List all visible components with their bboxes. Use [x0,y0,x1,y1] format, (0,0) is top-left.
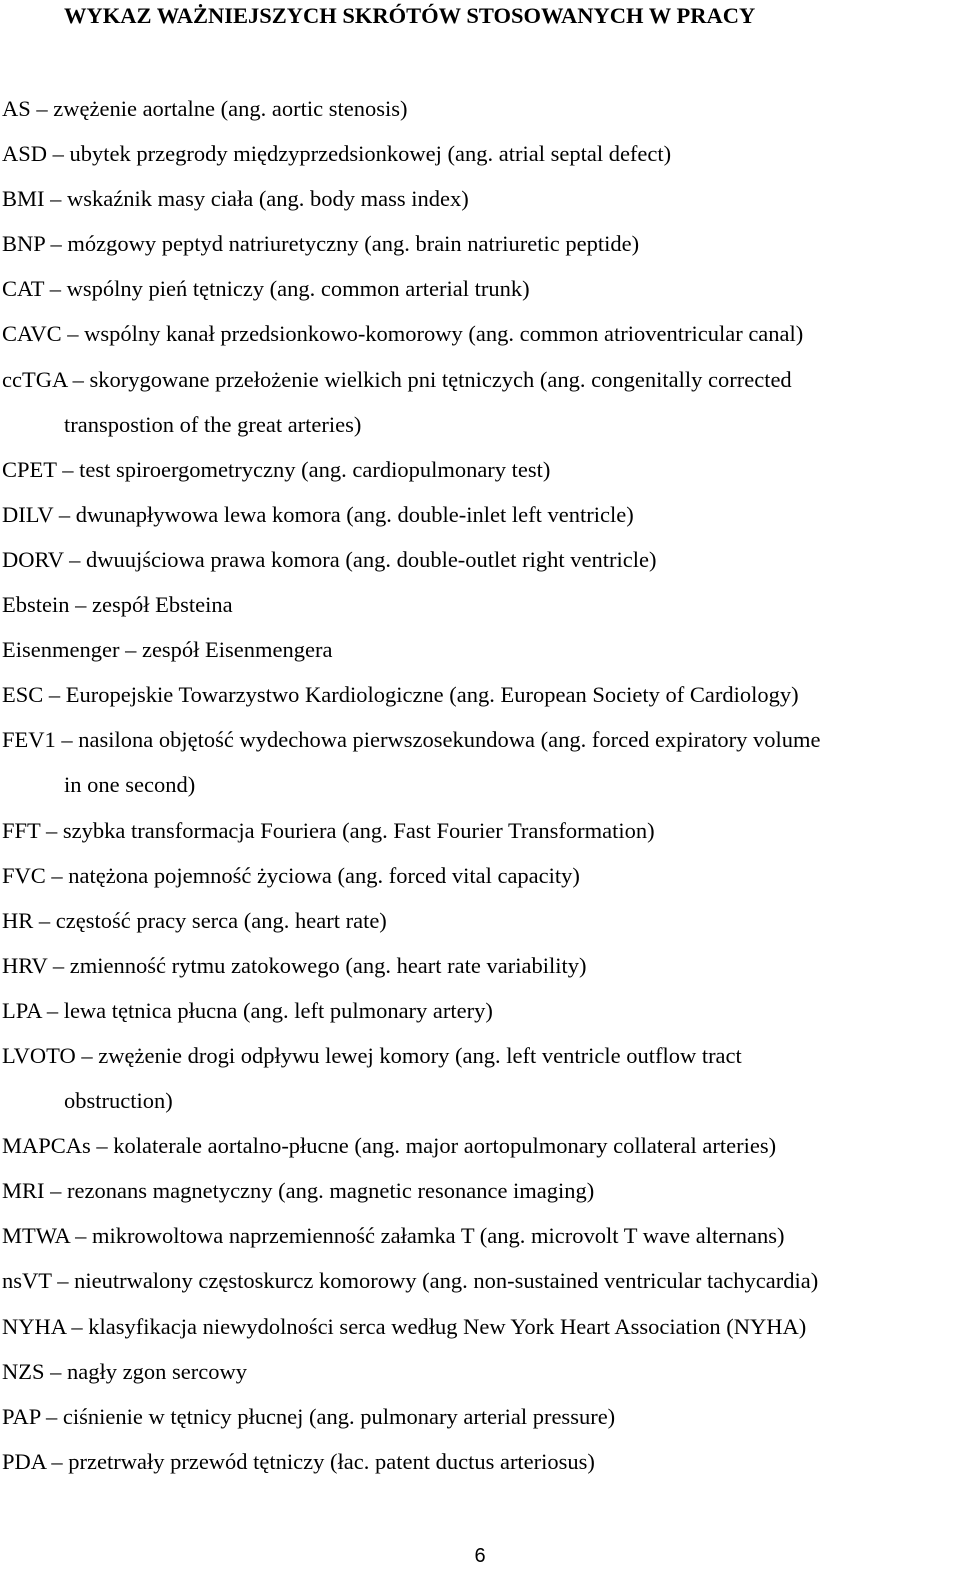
abbreviation-entry-continuation: transpostion of the great arteries) [64,411,362,437]
abbreviation-entry: Ebstein – zespół Ebsteina [2,592,233,618]
abbreviation-entry: PDA – przetrwały przewód tętniczy (łac. patent ductus arteriosus) [2,1448,595,1474]
abbreviation-entry: DORV – dwuujściowa prawa komora (ang. double-outlet right ventricle) [2,546,657,572]
abbreviation-entry: BMI – wskaźnik masy ciała (ang. body mass index) [2,186,469,212]
page-title: WYKAZ WAŻNIEJSZYCH SKRÓTÓW STOSOWANYCH W PRACY [64,3,756,28]
abbreviation-entry: CPET – test spiroergometryczny (ang. cardiopulmonary test) [2,456,551,482]
abbreviation-entry: NZS – nagły zgon sercowy [2,1358,247,1384]
abbreviation-entry: ccTGA – skorygowane przełożenie wielkich pni tętniczych (ang. congenitally corrected [2,366,792,392]
abbreviation-entry: nsVT – nieutrwalony częstoskurcz komorowy (ang. non-sustained ventricular tachycardia) [2,1268,819,1294]
abbreviation-entry: FFT – szybka transformacja Fouriera (ang. Fast Fourier Transformation) [2,817,655,843]
abbreviation-list [2,86,958,1484]
abbreviation-entry-continuation: obstruction) [64,1088,173,1114]
abbreviation-entry: MRI – rezonans magnetyczny (ang. magnetic resonance imaging) [2,1178,595,1204]
abbreviation-entry: Eisenmenger – zespół Eisenmengera [2,637,333,663]
abbreviation-entry: ESC – Europejskie Towarzystwo Kardiologiczne (ang. European Society of Cardiology) [2,682,799,708]
abbreviation-entry: FEV1 – nasilona objętość wydechowa pierwszosekundowa (ang. forced expiratory volume [2,727,821,753]
abbreviation-entry: CAT – wspólny pień tętniczy (ang. common arterial trunk) [2,276,530,302]
abbreviation-entry: HRV – zmienność rytmu zatokowego (ang. heart rate variability) [2,952,587,978]
abbreviation-entry: MTWA – mikrowoltowa naprzemienność załamka T (ang. microvolt T wave alternans) [2,1223,785,1249]
abbreviation-entry: CAVC – wspólny kanał przedsionkowo-komorowy (ang. common atrioventricular canal) [2,321,804,347]
page-number: 6 [474,1545,486,1567]
abbreviation-entry: LPA – lewa tętnica płucna (ang. left pulmonary artery) [2,997,493,1023]
abbreviation-entry: NYHA – klasyfikacja niewydolności serca według New York Heart Association (NYHA) [2,1313,807,1339]
abbreviation-entry: HR – częstość pracy serca (ang. heart rate) [2,907,387,933]
abbreviation-entry: PAP – ciśnienie w tętnicy płucnej (ang. pulmonary arterial pressure) [2,1403,616,1429]
abbreviation-entry: BNP – mózgowy peptyd natriuretyczny (ang. brain natriuretic peptide) [2,231,640,257]
abbreviation-entry: LVOTO – zwężenie drogi odpływu lewej komory (ang. left ventricle outflow tract [2,1042,742,1068]
abbreviation-entry: AS – zwężenie aortalne (ang. aortic stenosis) [2,96,408,121]
abbreviation-entry: ASD – ubytek przegrody międzyprzedsionkowej (ang. atrial septal defect) [2,141,672,167]
abbreviation-entry: DILV – dwunapływowa lewa komora (ang. double-inlet left ventricle) [2,501,634,527]
abbreviation-entry-continuation: in one second) [64,772,196,798]
abbreviation-entry: FVC – natężona pojemność życiowa (ang. forced vital capacity) [2,862,580,888]
abbreviation-entry: MAPCAs – kolaterale aortalno-płucne (ang. major aortopulmonary collateral arteries) [2,1133,777,1159]
